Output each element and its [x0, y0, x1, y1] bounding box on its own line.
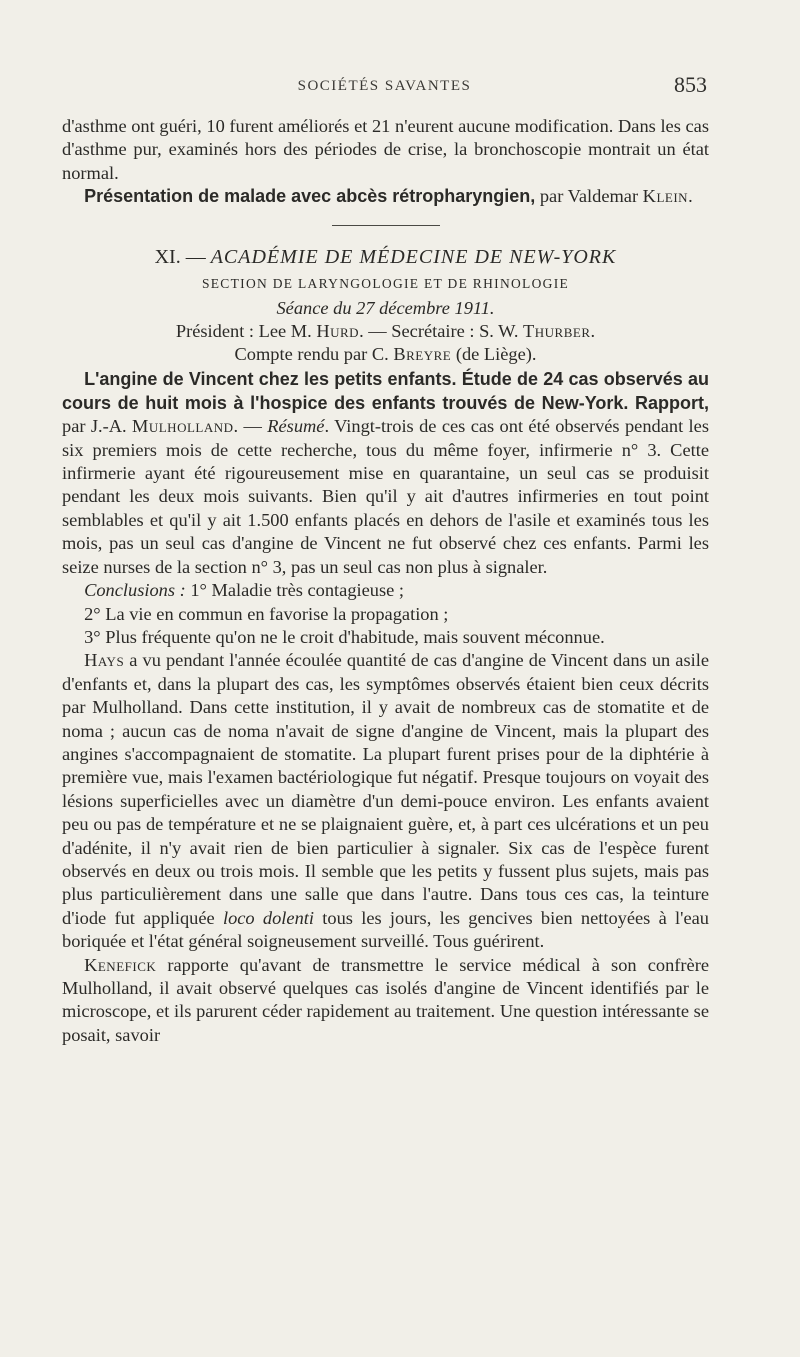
president-label: Président : Lee M.	[175, 320, 317, 341]
hays-name: Hays	[84, 650, 125, 671]
intro-paragraph	[62, 115, 709, 185]
secretary-name: Thurber	[523, 320, 591, 341]
page-header	[62, 72, 707, 102]
presentation-end: .	[688, 186, 693, 207]
article-dash: . —	[233, 416, 268, 437]
report-line	[62, 343, 709, 366]
article-title: L'angine de Vincent chez les petits enfants. Étude de 24 cas observés au cours de huit mois à l'hospice des enfants trouvés de New-York. Rapport,	[62, 369, 709, 413]
loco-dolenti: loco dolenti	[222, 907, 314, 928]
presentation-author: Klein	[642, 186, 689, 207]
kenefick-name: Kenefick	[84, 954, 157, 975]
article-author: Mulholland	[132, 416, 234, 437]
officers-line	[62, 320, 709, 343]
section-title: ACADÉMIE DE MÉDECINE DE NEW-YORK	[210, 245, 617, 268]
conclusions-paragraph	[62, 579, 709, 602]
hays-paragraph	[62, 649, 709, 953]
presentation-title: Présentation de malade avec abcès rétropharyngien,	[84, 186, 536, 207]
subsection-heading: SECTION DE LARYNGOLOGIE ET DE RHINOLOGIE	[201, 275, 570, 291]
secretary-label: . — Secrétaire : S. W.	[359, 320, 524, 341]
conclusion-1: 1° Maladie très contagieuse ;	[185, 580, 405, 601]
president-name: Hurd	[316, 320, 360, 341]
conclusion-3: 3° Plus fréquente qu'on ne le croit d'habitude, mais souvent méconnue.	[84, 626, 605, 647]
conclusion-2: 2° La vie en commun en favorise la propagation ;	[84, 603, 449, 624]
conclusions-label: Conclusions :	[84, 580, 186, 601]
report-label: Compte rendu par C.	[234, 344, 394, 365]
running-title: SOCIÉTÉS SAVANTES	[297, 78, 472, 94]
intro-text: d'asthme ont guéri, 10 furent améliorés et 21 n'eurent aucune modification. Dans les cas d'asthme pur, examinés hors des périodes de crise, la bronchoscopie montrait un état normal.	[62, 116, 709, 183]
presentation-paragraph	[62, 185, 709, 208]
section-number: XI. —	[154, 245, 211, 268]
reporter-name: Breyre	[393, 344, 452, 365]
hays-text: a vu pendant l'année écoulée quantité de cas d'angine de Vincent dans un asile d'enfants et, dans la plupart des cas, les symptômes observés étaient bien ceux décrits par Mulholland. Dans cette institution, il y avait de nombreux cas de stomatite et de noma ; aucun cas de noma n'avait de signe d'angine de Vincent, mais la plupart des angines s'accompagnaient de stomatite. La plupart furent prises pour de la diphtérie à première vue, mais l'examen bactériologique fut négatif. Presque toujours on voyait des lésions superficielles avec un diamètre d'un demi-pouce environ. Les enfants avaient peu ou pas de température et ne se plaignaient guère, et, à part ces ulcérations et un peu d'adénite, il n'y avait rien de bien particulier à signaler. Six cas de l'espèce furent observés en deux ou trois mois. Il semble que les petits y fussent plus sujets, mais pas plus particulièrement dans une salle que dans l'autre. Dans tous ces cas, la teinture d'iode fut appliquée	[62, 650, 709, 928]
page-number: 853	[674, 72, 707, 97]
section-divider	[332, 225, 440, 226]
resume-label: Résumé	[267, 416, 325, 437]
section-heading	[62, 242, 709, 272]
article-paragraph	[62, 368, 709, 579]
article-by: par J.-A.	[62, 416, 132, 437]
officers-end: .	[590, 320, 596, 341]
kenefick-text: rapporte qu'avant de transmettre le service médical à son confrère Mulholland, il avait observé quelques cas isolés d'angine de Vincent identifiés par le microscope, et ils parurent céder rapidement au traitement. Une question intéressante se posait, savoir	[62, 954, 709, 1045]
kenefick-paragraph	[62, 954, 709, 1048]
hays-text-end: tous les jours, les gencives bien nettoyées à l'eau boriquée et l'état général soigneusement surveillé. Tous guérirent.	[62, 907, 709, 952]
article-text: . Vingt-trois de ces cas ont été observés pendant les six premiers mois de cette recherche, tous du même foyer, infirmerie n° 3. Cette infirmerie ayant été rigoureusement mise en quarantaine, un seul cas se produisit pendant les deux mois suivants. Bien qu'il y ait d'autres infirmeries en tout point semblables et qu'il y ait 1.500 enfants placés en dehors de l'asile et examinés tous les mois, pas un seul cas d'angine de Vincent ne fut observé chez ces enfants. Parmi les seize nurses de la section n° 3, pas un seul cas non plus à signaler.	[62, 416, 709, 577]
body-text	[62, 115, 709, 1047]
session-date: Séance du 27 décembre 1911.	[276, 297, 495, 318]
presentation-by: par Valdemar	[535, 186, 643, 207]
report-origin: (de Liège).	[451, 344, 537, 365]
